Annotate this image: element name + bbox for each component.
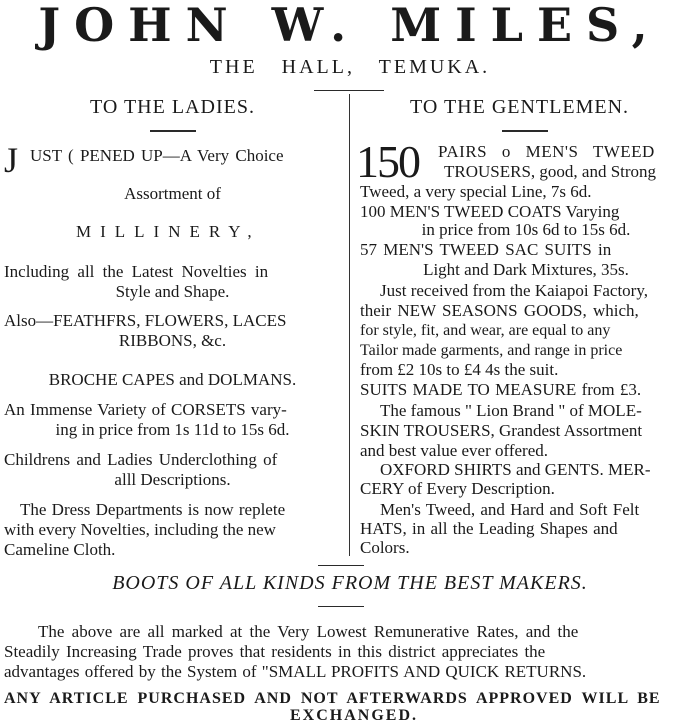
ladies-line-12: alll Descriptions. — [114, 470, 231, 489]
ladies-line-8: BROCHE CAPES and DOLMANS. — [48, 370, 297, 389]
ladies-line-14: with every Novelties, including the new — [4, 520, 276, 539]
ladies-line-15: Cameline Cloth. — [4, 540, 116, 559]
gentlemen-line-12: from £2 10s to £4 4s the suit. — [360, 360, 559, 379]
footer-paragraph-line-2: Steadily Increasing Trade proves that residents in this district appreciates the — [4, 642, 546, 661]
ladies-heading-rule — [150, 130, 196, 132]
footer-paragraph-line-3: advantages offered by the System of "SMALL PROFITS AND QUICK RETURNS. — [4, 662, 587, 681]
gentlemen-line-13: SUITS MADE TO MEASURE from £3. — [360, 380, 642, 399]
advertiser-name: JOHN W. MILES, — [38, 0, 662, 52]
gentlemen-line-10: for style, fit, and wear, are equal to any — [360, 322, 611, 339]
gentlemen-line-4: 100 MEN'S TWEED COATS Varying — [360, 202, 620, 221]
gentlemen-line-3: Tweed, a very special Line, 7s 6d. — [360, 182, 592, 201]
gentlemen-heading: TO THE GENTLEMEN. — [410, 96, 630, 118]
gentlemen-heading-rule — [502, 130, 548, 132]
exchange-notice-line-1: ANY ARTICLE PURCHASED AND NOT AFTERWARDS APPROVED WILL BE — [4, 690, 661, 707]
ladies-line-11: Childrens and Ladies Underclothing of — [4, 450, 278, 469]
drop-letter: J — [4, 140, 19, 180]
boots-bottom-rule — [318, 606, 364, 607]
ladies-line-5: Style and Shape. — [115, 282, 230, 301]
gentlemen-line-9: their NEW SEASONS GOODS, which, — [360, 301, 639, 320]
gentlemen-line-21: Colors. — [360, 538, 410, 557]
gentlemen-line-20: HATS, in all the Leading Shapes and — [360, 519, 618, 538]
ladies-millinery: MILLINERY, — [76, 222, 261, 241]
header-rule — [314, 90, 384, 91]
gentlemen-line-7: Light and Dark Mixtures, 35s. — [423, 260, 629, 279]
ladies-line-1: UST ( PENED UP—A Very Choice — [30, 146, 284, 165]
boots-heading: BOOTS OF ALL KINDS FROM THE BEST MAKERS. — [112, 572, 588, 594]
ladies-heading: TO THE LADIES. — [90, 96, 255, 118]
gentlemen-line-15: SKIN TROUSERS, Grandest Assortment — [360, 421, 643, 440]
gentlemen-line-1: PAIRS o MEN'S TWEED — [438, 142, 655, 161]
ladies-line-7: RIBBONS, &c. — [118, 331, 227, 350]
advertiser-address: THE HALL, TEMUKA. — [209, 56, 491, 78]
ladies-line-10: ing in price from 1s 11d to 15s 6d. — [55, 420, 290, 439]
exchange-notice-line-2: EXCHANGED. — [290, 707, 419, 724]
ladies-line-6: Also—FEATHFRS, FLOWERS, LACES — [4, 311, 287, 330]
gentlemen-line-6: 57 MEN'S TWEED SAC SUITS in — [360, 240, 612, 259]
gentlemen-line-2: TROUSERS, good, and Strong — [444, 162, 657, 181]
gentlemen-line-11: Tailor made garments, and range in price — [360, 342, 623, 359]
column-divider — [349, 94, 350, 556]
gentlemen-line-5: in price from 10s 6d to 15s 6d. — [421, 220, 631, 239]
gentlemen-line-18: CERY of Every Description. — [360, 479, 555, 498]
gentlemen-line-8: Just received from the Kaiapoi Factory, — [380, 281, 648, 300]
gentlemen-line-14: The famous " Lion Brand " of MOLE- — [380, 401, 642, 420]
big-number: 150 — [356, 136, 419, 187]
ladies-line-4: Including all the Latest Novelties in — [4, 262, 269, 281]
gentlemen-line-19: Men's Tweed, and Hard and Soft Felt — [380, 500, 640, 519]
footer-paragraph-line-1: The above are all marked at the Very Lowest Remunerative Rates, and the — [38, 622, 579, 641]
gentlemen-line-17: OXFORD SHIRTS and GENTS. MER- — [380, 460, 651, 479]
gentlemen-line-16: and best value ever offered. — [360, 441, 549, 460]
boots-top-rule — [318, 565, 364, 566]
ladies-line-9: An Immense Variety of CORSETS vary- — [4, 400, 287, 419]
ladies-line-2: Assortment of — [124, 184, 221, 203]
ladies-line-13: The Dress Departments is now replete — [20, 500, 286, 519]
